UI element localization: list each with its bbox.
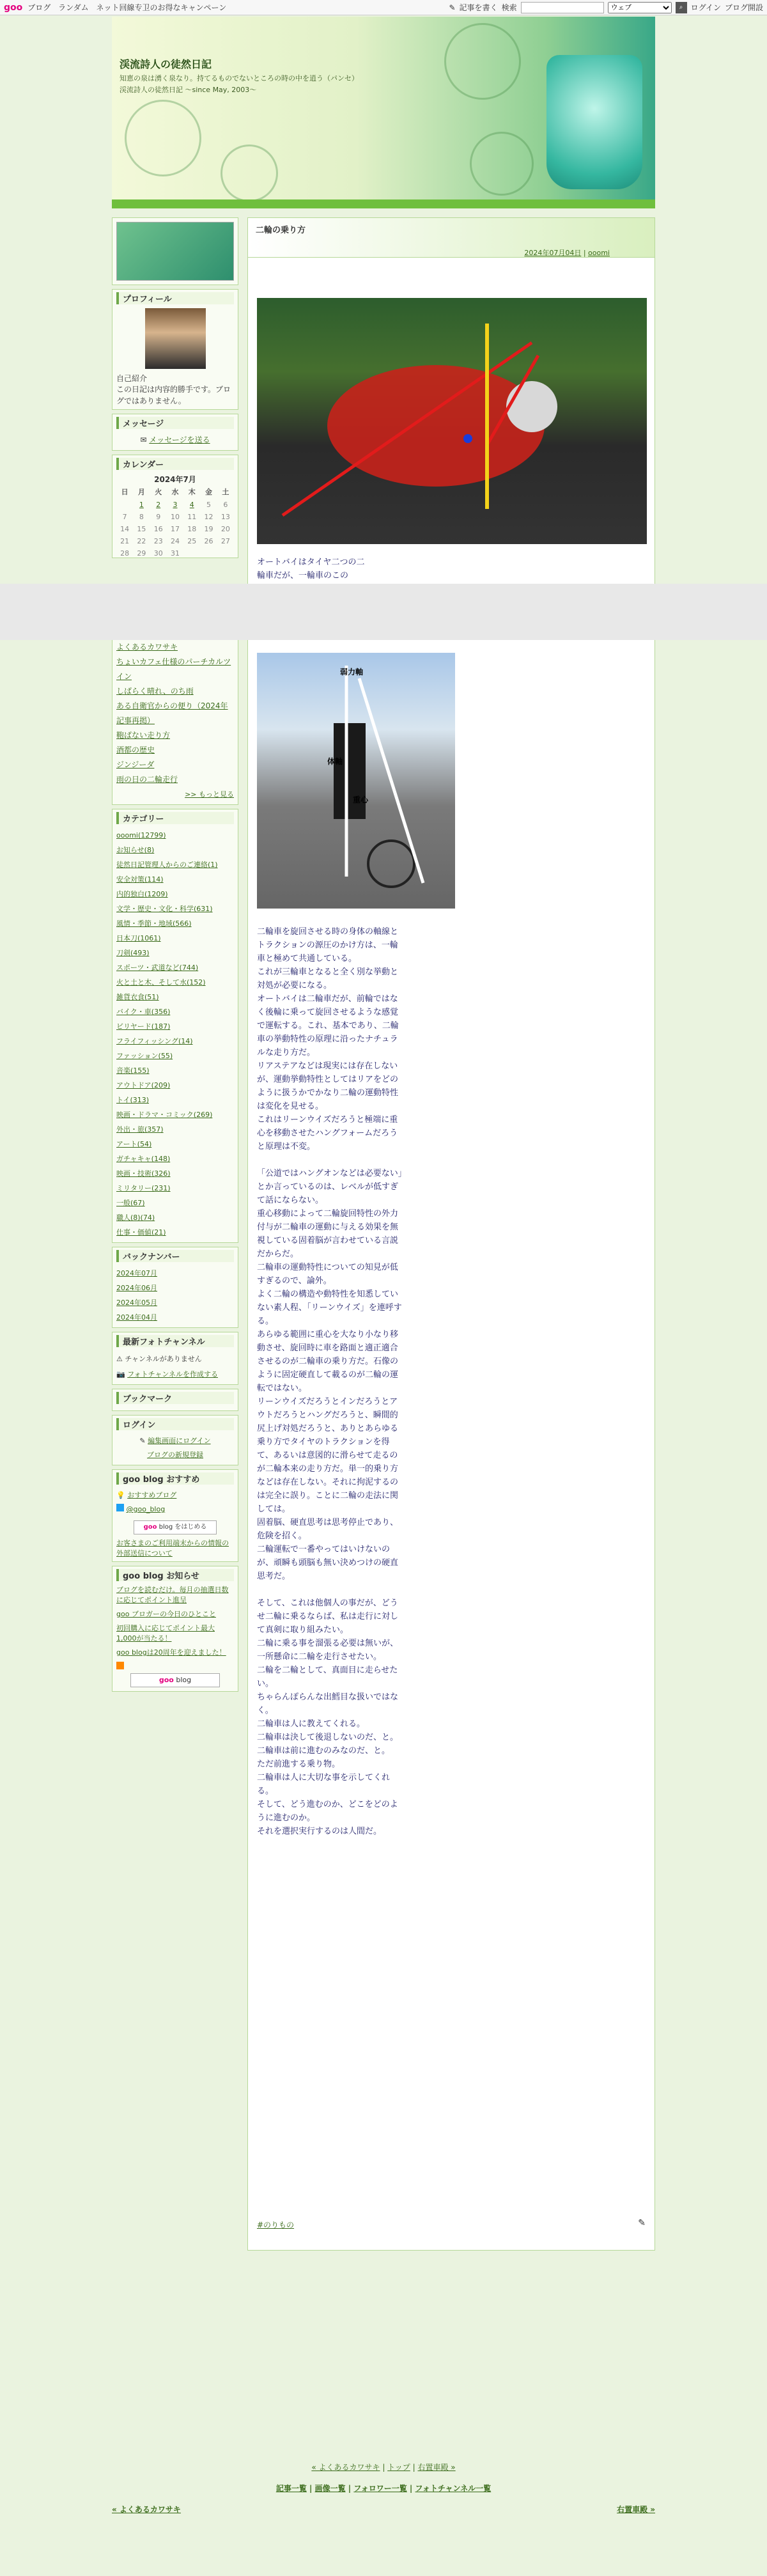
news-box	[112, 1566, 238, 1692]
gray-band	[0, 584, 767, 640]
photo-channel-create-link[interactable]: フォトチャンネルを作成する	[127, 1370, 218, 1378]
category-link[interactable]: 風情・季節・地域(566)	[116, 919, 192, 928]
center-label: 重心	[353, 795, 369, 804]
calendar-day: 20	[221, 525, 230, 533]
news-link[interactable]: 初回購入に応じてポイント最大1,000が当たる！	[116, 1624, 215, 1643]
page-footer	[0, 2462, 767, 2517]
flower-decoration-icon	[221, 144, 278, 202]
login-edit-link[interactable]: 編集画面にログイン	[148, 1437, 211, 1445]
calendar-day: 13	[221, 513, 230, 521]
category-link[interactable]: 音楽(155)	[116, 1066, 150, 1075]
post-paragraph: そして、どう進むのか、どこをどのように進むのか。	[257, 1800, 398, 1823]
calendar-day[interactable]: 2	[156, 501, 161, 509]
photo-channel-create-row	[116, 1366, 234, 1382]
calendar-day	[116, 499, 133, 511]
avatar	[145, 308, 206, 369]
photo-channel-none-row	[116, 1351, 234, 1366]
calendar-day: 17	[170, 525, 180, 533]
recent-post-link[interactable]: よくあるカワサキ	[116, 643, 178, 652]
category-link[interactable]: 雑貨衣食(51)	[116, 993, 159, 1001]
calendar-day: 25	[187, 537, 197, 545]
post-paragraph: そして、これは他個人の事だが、どうせ二輪に乗るならば、私は走行に対して真剣に取り組みたい。	[257, 1598, 399, 1635]
backnumber-box	[112, 1247, 238, 1328]
post-body	[257, 298, 647, 1838]
footer-next[interactable]: 右置車殿 »	[417, 2463, 456, 2472]
post-paragraph: 「公道ではハングオンなどは必要ない」とか言っているのは、レベルが低すぎて話にならない。	[257, 1169, 403, 1205]
goo-blog-button[interactable]: goo blog	[130, 1673, 220, 1687]
post-paragraph: それを選択実行するのは人間だ。	[257, 1827, 382, 1836]
footer-top[interactable]: トップ	[387, 2463, 410, 2472]
category-link[interactable]: 仕事・価値(21)	[116, 1228, 166, 1237]
body-axis-label: 体軸	[327, 757, 343, 766]
news-heading: goo blog お知らせ	[116, 1569, 234, 1581]
category-link[interactable]: お知らせ(8)	[116, 846, 155, 854]
category-link[interactable]: 映画・技術(326)	[116, 1169, 171, 1178]
calendar-day: 15	[137, 525, 146, 533]
category-link[interactable]: 文学・歴史・文化・科学(631)	[116, 905, 213, 913]
category-link[interactable]: 映画・ドラマ・コミック(269)	[116, 1111, 213, 1119]
calendar-day: 21	[120, 537, 130, 545]
post-text	[257, 925, 404, 1838]
calendar-day[interactable]: 4	[189, 501, 194, 509]
goo-blog-subscribe-button[interactable]: goo blog をはじめる	[134, 1520, 217, 1534]
category-link[interactable]: ooomi(12799)	[116, 831, 166, 839]
footer-links: 記事一覧 | 画像一覧 | フォロワー一覧 | フォトチャンネル一覧	[275, 2484, 492, 2493]
category-link[interactable]: ビリヤード(187)	[116, 1022, 171, 1031]
footer-prev[interactable]: « よくあるカワサキ	[311, 2463, 380, 2472]
calendar-day[interactable]: 3	[173, 501, 178, 509]
calendar-day: 11	[187, 513, 197, 521]
nav-random[interactable]: ランダム	[58, 3, 89, 12]
post-author[interactable]: ooomi	[588, 249, 610, 257]
post-paragraph: リアステアなどは現実には存在しないが、運動挙動特性としてはリアをどのように扱うかでかなり二輪の運動特性は変化を見せる。	[257, 1061, 399, 1111]
calendar-box	[112, 455, 238, 558]
recommend-box	[112, 1469, 238, 1562]
top-right	[449, 2, 763, 13]
post-paragraph: 二輪車の運動特性についての知見が低すぎるので、論外。	[257, 1263, 398, 1286]
bulb-icon: 💡	[116, 1491, 125, 1499]
calendar-day[interactable]: 1	[139, 501, 144, 509]
calendar-day	[217, 547, 234, 558]
post-header	[248, 218, 655, 258]
calendar-day: 16	[153, 525, 163, 533]
sidebar	[112, 217, 238, 1696]
category-link[interactable]: バイク・車(356)	[116, 1008, 171, 1016]
recent-post-link[interactable]: ジンジーダ	[116, 760, 155, 769]
weekday: 日	[121, 488, 128, 496]
calendar-day: 23	[153, 537, 163, 545]
calendar-week	[116, 547, 234, 558]
post-paragraph: 二輪車は前に進むのみなのだ、と。	[257, 1746, 391, 1756]
calendar-day: 19	[204, 525, 213, 533]
blog-description: 知恵の泉は湧く泉なり。持てるものでないところの時の中を逍う（パンセ） 渓流詩人の徒然日記 〜since May, 2003〜	[120, 74, 359, 94]
post-paragraph: あらゆる範囲に重心を大なり小なり移動させ、旋回時に車を路面と適正適合させるのが二輪車の乗り方だ。石像のように固定硬直して載るのが二輪の運転ではない。	[257, 1330, 399, 1393]
calendar-week	[116, 511, 234, 523]
calendar-heading: カレンダー	[116, 458, 234, 470]
category-link[interactable]: トイ(313)	[116, 1096, 150, 1104]
category-link[interactable]: 内的独白(1209)	[116, 890, 168, 898]
photo-channel-heading: 最新フォトチャンネル	[116, 1335, 234, 1347]
calendar-week	[116, 499, 234, 511]
calendar-day: 14	[120, 525, 130, 533]
category-link[interactable]: アート(54)	[116, 1140, 152, 1148]
blog-title[interactable]: 渓流詩人の徒然日記	[120, 58, 212, 70]
post-paragraph: ただ前進する乗り物。	[257, 1760, 341, 1769]
profile-intro-text: この日記は内容的勝手です。ブログではありません。	[116, 385, 231, 405]
send-message-link[interactable]: メッセージを送る	[149, 435, 210, 444]
calendar-day	[183, 547, 200, 558]
sidebar-banner[interactable]	[116, 222, 234, 281]
twitter-row	[116, 1503, 234, 1517]
post-paragraph: 二輪運転で一番やってはいけないのが、頑瞬も頭脳も無い決めつけの硬直思考だ。	[257, 1545, 399, 1581]
category-link[interactable]: 職人(8)(74)	[116, 1214, 155, 1222]
recent-post-link[interactable]: ある自衛官からの便り（2024年記事再掲）	[116, 701, 228, 725]
calendar-day: 28	[120, 549, 130, 558]
calendar-day: 26	[204, 537, 213, 545]
post-container	[247, 217, 655, 2251]
category-link[interactable]: 火と土と木、そして水(152)	[116, 978, 206, 987]
recommend-row	[116, 1488, 234, 1503]
post-meta: 2024年07月04日 | ooomi	[524, 249, 610, 257]
login-link[interactable]: ログイン	[690, 3, 721, 12]
calendar-day: 24	[170, 537, 180, 545]
twitter-icon	[116, 1504, 124, 1511]
weekday: 月	[137, 488, 145, 496]
news-link[interactable]: goo ブロガーの今日のひとこと	[116, 1610, 216, 1618]
post-paragraph: 二輪車は人に教えてくれる。	[257, 1719, 366, 1729]
category-link[interactable]: ガチャキャ(148)	[116, 1155, 171, 1163]
footer-link-images[interactable]: 画像一覧	[314, 2484, 346, 2493]
calendar-day: 18	[187, 525, 197, 533]
camera-icon: 📷	[116, 1370, 125, 1378]
backnumber-link[interactable]: 2024年04月	[116, 1313, 157, 1322]
bookmark-heading: ブックマーク	[116, 1392, 234, 1404]
post-caption: オートバイはタイヤ二つの二輪車だが、一輪車のこの	[257, 558, 365, 581]
footer-link-followers[interactable]: フォロワー一覧	[353, 2484, 407, 2493]
calendar-day: 9	[156, 513, 161, 521]
flower-decoration-icon	[125, 100, 201, 176]
weekday: 金	[205, 488, 213, 496]
post-paragraph: 二輪を二輪として、真面目に走らせたい。	[257, 1666, 398, 1689]
category-link[interactable]: スポーツ・武道など(744)	[116, 964, 199, 972]
message-icon: ✉	[140, 435, 147, 444]
photo-channel-box	[112, 1332, 238, 1385]
recommend-heading: goo blog おすすめ	[116, 1472, 234, 1485]
category-link[interactable]: 外出・旅(357)	[116, 1125, 164, 1134]
calendar-day	[200, 547, 217, 558]
weekday: 水	[171, 488, 179, 496]
pen-icon: ✎	[139, 1437, 146, 1445]
message-heading: メッセージ	[116, 417, 234, 429]
blog-header	[112, 17, 655, 208]
banner-box	[112, 217, 238, 285]
calendar-table	[116, 485, 234, 558]
flower-decoration-icon	[470, 132, 534, 196]
goo-logo[interactable]: goo	[4, 2, 23, 13]
category-link[interactable]: 安全対策(114)	[116, 875, 164, 884]
post-paragraph: ちゃらんぽらんな出鱈目な扱いではなく。	[257, 1692, 399, 1715]
recent-post-link[interactable]: 鞄ばない走り方	[116, 731, 171, 740]
message-row	[116, 433, 234, 448]
top-nav	[27, 2, 231, 13]
footer-pager-next[interactable]: 右置車殿 »	[617, 2505, 655, 2514]
photo-channel-none: チャンネルがありません	[125, 1355, 202, 1363]
post-paragraph: 重心移動によって二輪旋回特性の外力付与が二輪車の運動に与える効果を無視している固着脳が言わせている言説だからだ。	[257, 1209, 399, 1259]
calendar-day: 29	[137, 549, 146, 558]
calendar-day: 30	[153, 549, 163, 558]
search-label: 検索	[501, 3, 517, 12]
category-heading: カテゴリー	[116, 812, 234, 824]
post-paragraph: 二輪車は決して後退しないのだ、と。	[257, 1733, 399, 1742]
profile-heading: プロフィール	[116, 292, 234, 304]
login-edit-row	[116, 1434, 234, 1448]
new-blog-link[interactable]: ブログの新規登録	[147, 1451, 203, 1459]
category-link[interactable]: ファッション(55)	[116, 1052, 173, 1060]
weekday: 火	[155, 488, 162, 496]
post-tag[interactable]: #のりもの	[257, 2221, 295, 2229]
post-paragraph: 二輪車を旋回させる時の身体の軸線とトラクションの源圧のかけ方は、一輪車と極めて共通している。	[257, 927, 399, 964]
post-paragraph: 二輪車は人に大切な事を示してくれる。	[257, 1773, 391, 1796]
calendar-day: 8	[139, 513, 144, 521]
category-link[interactable]: 徒然日記管理人からのご連絡(1)	[116, 861, 218, 869]
footer-pager-prev[interactable]: « よくあるカワサキ	[112, 2505, 181, 2514]
footer-link-photochannels[interactable]: フォトチャンネル一覧	[415, 2484, 492, 2493]
calendar-day: 10	[170, 513, 180, 521]
post-title[interactable]: 二輪の乗り方	[256, 226, 306, 235]
category-link[interactable]: フライフィッシング(14)	[116, 1037, 193, 1045]
calendar-day: 31	[170, 549, 180, 558]
post-date[interactable]: 2024年07月04日	[524, 249, 582, 257]
calendar-weekdays	[116, 485, 234, 499]
recent-post-link[interactable]: ちょいカフェ仕様のパーチカルツイン	[116, 657, 231, 681]
category-box	[112, 809, 238, 1243]
post-paragraph: これはリーンウイズだろうと極端に重心を移動させたハングフォームだろうと原理は不変。	[257, 1115, 398, 1151]
calendar-week	[116, 523, 234, 535]
blog-open-link[interactable]: ブログ開設	[724, 3, 763, 12]
calendar-day: 7	[122, 513, 127, 521]
content-wrap	[112, 217, 655, 2251]
post-paragraph: オートバイは二輪車だが、前輪ではなく後輪に乗って旋回させるような感覚で運転する。これ、基本であり、二輪車の挙動特性の原理に沿ったナチュラルな走り方だ。	[257, 994, 399, 1058]
soda-float-image	[546, 55, 642, 189]
recent-posts-box	[112, 622, 238, 805]
recommend-blog-link[interactable]: おすすめブログ	[127, 1491, 177, 1499]
warning-icon: ⚠	[116, 1355, 123, 1363]
calendar-day: 6	[223, 501, 228, 509]
backnumber-link[interactable]: 2024年06月	[116, 1284, 157, 1292]
write-link[interactable]: 記事を書く	[459, 3, 498, 12]
pen-icon: ✎	[449, 3, 456, 12]
privacy-link[interactable]: お客さまのご利用端末からの情報の外部送信について	[116, 1539, 229, 1557]
login-box	[112, 1415, 238, 1465]
flower-decoration-icon	[444, 23, 521, 100]
search-scope-select[interactable]	[608, 2, 672, 13]
recent-post-link[interactable]: 雨の日の二輪走行	[116, 775, 178, 784]
footer-link-posts[interactable]: 記事一覧	[275, 2484, 307, 2493]
weekday: 土	[222, 488, 229, 496]
category-link[interactable]: ミリタリー(231)	[116, 1184, 171, 1192]
post-paragraph: 二輪に乗る事を溜張る必要は無いが、一所懸命に二輪を走行させたい。	[257, 1639, 399, 1662]
category-link[interactable]: 日本刀(1061)	[116, 934, 161, 942]
top-toolbar	[0, 0, 767, 15]
category-link[interactable]: 刀剣(493)	[116, 949, 150, 957]
rss-icon[interactable]	[116, 1662, 124, 1669]
bicycle-photo	[257, 653, 455, 909]
footer-pager	[112, 2504, 655, 2517]
bicycle-photo-overlay	[257, 653, 455, 909]
profile-box	[112, 289, 238, 410]
motorcycle-photo-overlay	[257, 298, 647, 544]
recent-post-link[interactable]: 酒都の歴史	[116, 745, 155, 754]
login-heading: ログイン	[116, 1418, 234, 1430]
header-band	[112, 199, 655, 208]
bookmark-box	[112, 1389, 238, 1411]
category-link[interactable]: アウトドア(209)	[116, 1081, 171, 1089]
post-paragraph	[257, 1583, 404, 1596]
edit-pen-icon[interactable]: ✎	[638, 2218, 646, 2228]
nav-campaign[interactable]: ネット回線专卫のお得なキャンペーン	[96, 3, 227, 12]
post-paragraph: よく二輪の構造や動特性を知悉していない素人程、「リーンウイズ」を連呼する。	[257, 1290, 402, 1326]
backnumber-heading: バックナンバー	[116, 1250, 234, 1262]
post-paragraph: 固着脳、硬直思考は思考停止であり、危険を招く。	[257, 1518, 399, 1541]
backnumber-link[interactable]: 2024年07月	[116, 1269, 157, 1277]
calendar-day: 22	[137, 537, 146, 545]
backnumber-link[interactable]: 2024年05月	[116, 1299, 157, 1307]
category-link[interactable]: 一般(67)	[116, 1199, 145, 1207]
recent-post-link[interactable]: しばらく晴れ、のち雨	[116, 687, 194, 696]
calendar-week	[116, 535, 234, 547]
twitter-link[interactable]: @goo_blog	[126, 1505, 166, 1513]
search-icon[interactable]: ⌕	[676, 2, 687, 13]
footer-nav: « よくあるカワサキ | トップ | 右置車殿 »	[311, 2463, 456, 2472]
message-box	[112, 414, 238, 451]
news-link[interactable]: ブログを読むだけ。毎月の抽選日数に応じてポイント進呈	[116, 1586, 229, 1604]
post-paragraph: これが三輪車となると全く別な挙動と対処が必要になる。	[257, 967, 399, 990]
calendar-month: 2024年7月	[154, 475, 196, 484]
calendar-day: 12	[204, 513, 213, 521]
news-link[interactable]: goo blogは20周年を迎えました！	[116, 1648, 226, 1657]
search-input[interactable]	[521, 2, 604, 13]
nav-blog[interactable]: ブログ	[27, 3, 51, 12]
recent-more-link[interactable]: >> もっと見る	[185, 790, 234, 799]
axis-label: 弱力軸	[340, 667, 364, 676]
post-paragraph: リーンウイズだろうとインだろうとアウトだろうとハングだろうと、瞬間的尻上げ対処だろうと、ありとあらゆる乗り方でタイヤのトラクションを得て、あるいは意図的に滑らせて走るのが二輪本来の走り方だ。単一的乗り方などは存在しない。それに拘泥するのは完全に誤り。ことに二輪の走法に関しては。	[257, 1397, 399, 1514]
calendar-day: 5	[206, 501, 212, 509]
motorcycle-photo	[257, 298, 647, 544]
weekday: 木	[188, 488, 196, 496]
calendar-day: 27	[221, 537, 230, 545]
profile-intro-label: 自己紹介	[116, 374, 148, 383]
